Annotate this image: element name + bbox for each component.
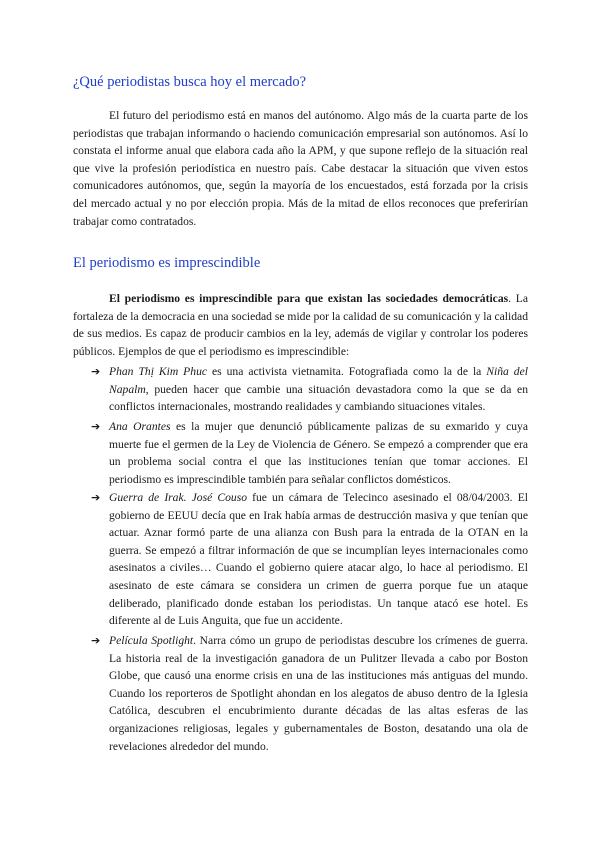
arrow-bullet-icon: ➔ xyxy=(91,420,101,433)
bullet-list xyxy=(91,489,528,630)
list-item xyxy=(91,632,528,755)
item-text: , pueden hacer que cambie una situación devastadora como la que se da en conflictos internacionales, mostrando realidades y cambiando situaciones vitales. xyxy=(109,382,528,414)
item-text: fue un cámara de Telecinco asesinado el 08/04/2003. El gobierno de EEUU decía que en Irak había armas de destrucción masiva y que tenían que actuar. Aznar formó parte de una alianza con Bush para la entrada de la OTAN en la guerra. Se empezó a filtrar información de que se incumplían leyes internacionales como asesinatos a civiles… Cuando el gobierno quiere atacar algo, lo hace al periodismo. El asesinato de este cámara se considera un crimen de guerra porque fue un ataque deliberado, planificado donde estaban los periodistas. Un tanque atacó ese hotel. Es diferente al de Luis Anguita, que fue un accidente. xyxy=(109,491,528,628)
arrow-bullet-icon: ➔ xyxy=(91,634,101,647)
item-text: es una activista vietnamita. Fotografiada como la de la xyxy=(207,365,487,378)
bullet-list xyxy=(91,418,528,488)
item-lead: Guerra de Irak. José Couso xyxy=(109,491,247,504)
intro-text: . La fortaleza de la democracia en una sociedad se mide por la calidad de su comunicación y la calidad de sus medios. Es capaz de producir cambios en la ley, además de vigilar y controlar los poderes públicos. Ejemplos de que el periodismo es imprescindible: xyxy=(73,292,528,358)
intro-paragraph xyxy=(73,290,528,360)
item-text: . Narra cómo un grupo de periodistas descubre los crímenes de guerra. La historia real de la investigación ganadora de un Pulitzer llevada a cabo por Boston Globe, que causó una enorme crisis en una de las instituciones más antiguas del mundo. Cuando los reporteros de Spotlight ahondan en los alegatos de abuso dentro de la Iglesia Católica, descubren el encubrimiento durante décadas de las altas esferas de las organizaciones religiosas, legales y gubernamentales de Boston, desatando una ola de revelaciones alrededor del mundo. xyxy=(109,634,528,753)
item-lead: Ana Orantes xyxy=(109,420,171,433)
item-italic: Niña del Napalm xyxy=(109,365,528,396)
bullet-list xyxy=(91,632,528,755)
list-item xyxy=(91,418,528,488)
intro-bold-text: El periodismo es imprescindible para que existan las sociedades democráticas xyxy=(109,292,509,305)
section-heading: ¿Qué periodistas busca hoy el mercado? xyxy=(73,74,307,90)
arrow-bullet-icon: ➔ xyxy=(91,365,101,378)
list-item xyxy=(91,363,528,416)
arrow-bullet-icon: ➔ xyxy=(91,491,101,504)
item-text: es la mujer que denunció públicamente palizas de su exmarido y cuya muerte fue el germen de la Ley de Violencia de Género. Se empezó a comprender que era un problema social contra el que las instituciones tenían que tomar acciones. El periodismo es imprescindible también para señalar conflictos domésticos. xyxy=(109,420,528,486)
item-lead: Phan Thị Kim Phuc xyxy=(109,365,208,378)
body-paragraph: El futuro del periodismo está en manos del autónomo. Algo más de la cuarta parte de los periodistas que trabajan informando o haciendo comunicación empresarial son autónomos. Así lo constata el informe anual que elabora cada año la APM, y que supone reflejo de la situación real que vive la profesión periodística en nuestro país. Cabe destacar la situación que viven estos comunicadores autónomos, que, según la mayoría de los encuestados, está forzada por la crisis del mercado actual y no por elección propia. Más de la mitad de ellos reconoces que preferirían trabajar como contratados. xyxy=(73,109,528,228)
section-heading: El periodismo es imprescindible xyxy=(73,255,261,271)
list-item xyxy=(91,489,528,630)
item-lead: Película Spotlight xyxy=(109,634,194,647)
bullet-list xyxy=(91,363,528,416)
